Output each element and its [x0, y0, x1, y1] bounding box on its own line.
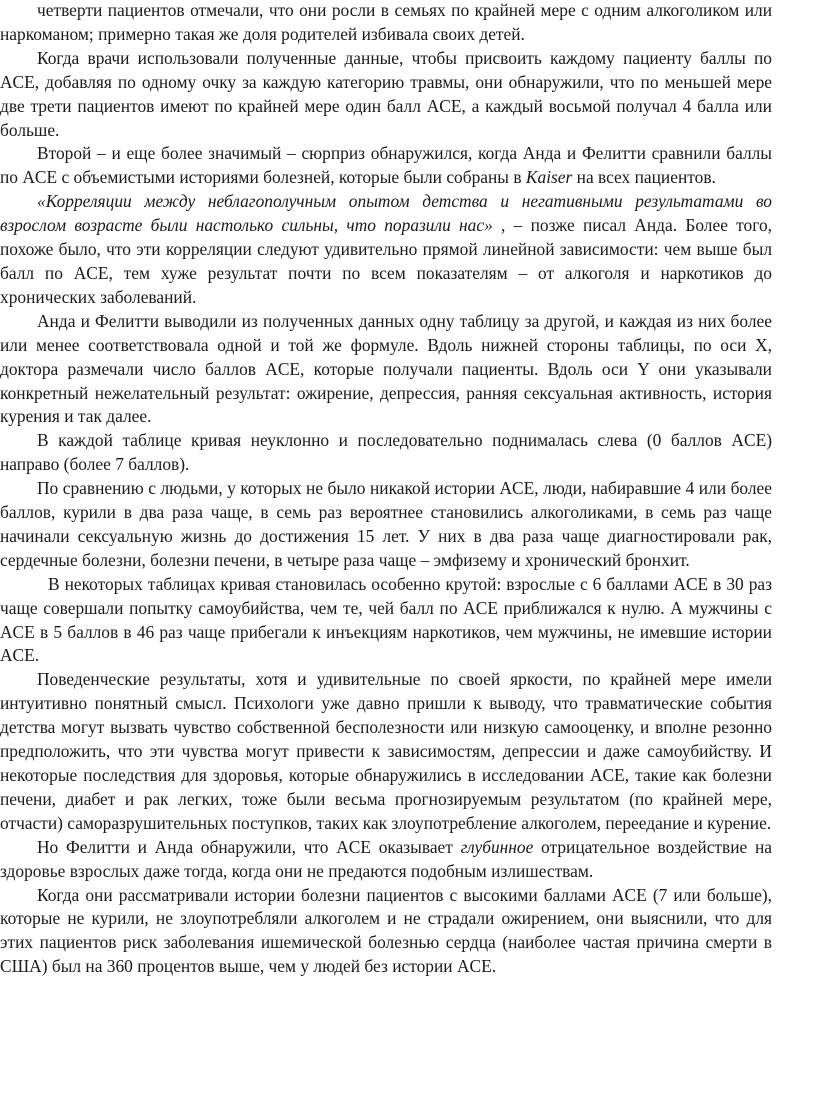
paragraph-2 — [0, 47, 772, 143]
paragraph-10-text-a: Но Фелитти и Анда обнаружили, что ACE оказывает — [37, 836, 461, 857]
paragraph-9-text: Поведенческие результаты, хотя и удивительные по своей яркости, по крайней мере имели интуитивно понятный смысл. Психологи уже давно пришли к выводу, что травматические события детства могут вызвать чувство собственной бесполезности или низкую самооценку, и вполне резонно предположить, что эти чувства могут привести к зависимостям, депрессии и даже самоубийству. И некоторые последствия для здоровья, которые обнаружились в исследовании ACE, такие как болезни печени, диабет и рак легких, тоже были весьма прогнозируемым результатом (по крайней мере, отчасти) саморазрушительных поступков, таких как злоупотребление алкоголем, переедание и курение. — [0, 669, 772, 833]
paragraph-10-italic-deep: глубинное — [460, 836, 534, 857]
paragraph-4-italic-quote: «Корреляции между неблагополучным опытом детства и негативными результатами во взрослом возрасте были настолько сильны, что поразили нас» — [0, 191, 772, 236]
paragraph-8-text: В некоторых таблицах кривая становилась особенно крутой: взрослые с 6 баллами ACE в 30 раз чаще совершали попытку самоубийства, чем те, чей балл по ACE приближался к нулю. А мужчины с ACE в 5 баллов в 46 раз чаще прибегали к инъекциям наркотиков, чем мужчины, не имевшие истории ACE. — [0, 573, 772, 666]
paragraph-6 — [0, 429, 772, 477]
paragraph-10 — [0, 836, 772, 884]
paragraph-1-text: четверти пациентов отмечали, что они росли в семьях по крайней мере с одним алкоголиком или наркоманом; примерно такая же доля родителей избивала своих детей. — [0, 0, 772, 44]
paragraph-3 — [0, 142, 772, 190]
paragraph-3-text-a: Второй – и еще более значимый – сюрприз обнаружился, когда Анда и Фелитти сравнили баллы по ACE с объемистыми историями болезней, которые были собраны в — [0, 143, 772, 188]
paragraph-5-text: Анда и Фелитти выводили из полученных данных одну таблицу за другой, и каждая из них более или менее соответствовала одной и той же формуле. Вдоль нижней стороны таблицы, по оси X, доктора размечали число баллов ACE, которые получали пациенты. Вдоль оси Y они указывали конкретный нежелательный результат: ожирение, депрессия, ранняя сексуальная активность, история курения и так далее. — [0, 310, 772, 427]
paragraph-5 — [0, 310, 772, 430]
paragraph-3-text-b: на всех пациентов. — [572, 167, 716, 188]
paragraph-1 — [0, 0, 772, 47]
paragraph-8 — [0, 573, 772, 669]
paragraph-4 — [0, 190, 772, 310]
paragraph-4-text: , – позже писал Анда. Более того, похоже было, что эти корреляции следуют удивительно прямой линейной зависимости: чем выше был балл по ACE, тем хуже результат почти по всем показателям – от алкоголя и наркотиков до хронических заболеваний. — [0, 215, 772, 307]
paragraph-7-text: По сравнению с людьми, у которых не было никакой истории ACE, люди, набиравшие 4 или более баллов, курили в два раза чаще, в семь раз вероятнее становились алкоголиками, в семь раз чаще начинали сексуальную жизнь до достижения 15 лет. У них в два раза чаще диагностировали рак, сердечные болезни, болезни печени, в четыре раза чаще – эмфизему и хронический бронхит. — [0, 478, 772, 570]
paragraph-9 — [0, 668, 772, 835]
paragraph-6-text: В каждой таблице кривая неуклонно и последовательно поднималась слева (0 баллов ACE) направо (более 7 баллов). — [0, 430, 772, 475]
paragraph-10-text-b: отрицательное воздействие на здоровье взрослых даже тогда, когда они не предаются подобным излишествам. — [0, 836, 773, 881]
paragraph-3-italic-kaiser: Kaiser — [525, 167, 573, 188]
paragraph-11 — [0, 884, 772, 980]
paragraph-11-text: Когда они рассматривали истории болезни пациентов с высокими баллами ACE (7 или больше), которые не курили, не злоупотребляли алкоголем и не страдали ожирением, они выяснили, что для этих пациентов риск заболевания ишемической болезнью сердца (наиболее частая причина смерти в США) был на 360 процентов выше, чем у людей без истории ACE. — [0, 884, 772, 977]
paragraph-7 — [0, 477, 772, 573]
paragraph-2-text: Когда врачи использовали полученные данные, чтобы присвоить каждому пациенту баллы по ACE, добавляя по одному очку за каждую категорию травмы, они обнаружили, что по меньшей мере две трети пациентов имеют по крайней мере один балл ACE, а каждый восьмой получал 4 балла или больше. — [0, 47, 772, 140]
